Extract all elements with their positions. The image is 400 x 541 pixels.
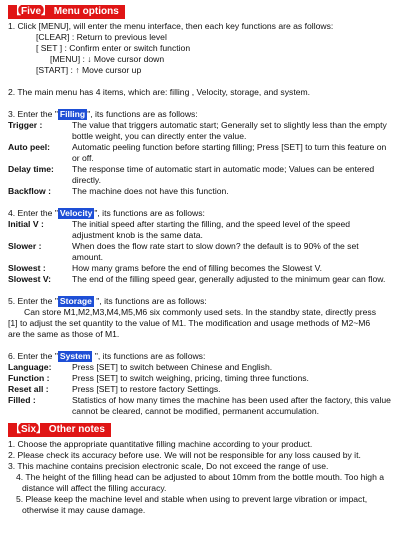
system-function: Function : Press [SET] to switch weighing, pricing, timing three functions.: [8, 373, 309, 383]
main-menu-items: 2. The main menu has 4 items, which are: filling , Velocity, storage, and system.: [8, 87, 311, 97]
storage-heading: 5. Enter the " Storage ", its functions are as follows:: [8, 296, 207, 306]
filling-heading: 3. Enter the " Filling ", its functions are as follows:: [8, 109, 198, 119]
storage-line-2: [1] to adjust the set quantity to the value of M1. The modification and usage methods of M2~M6: [8, 318, 371, 328]
storage-line-1: Can store M1,M2,M3,M4,M5,M6 six commonly used sets. In the standby state, directly press: [24, 307, 376, 317]
system-language: Language: Press [SET] to switch between Chinese and English.: [8, 362, 273, 372]
storage-line-3: are the same as those of M1.: [8, 329, 120, 339]
system-filled: Filled : Statistics of how many times the machine has been used after the factory, this value cannot be cleared, cannot be modified, permanent accumulation.: [8, 395, 391, 416]
velocity-initial: Initial V : The initial speed after starting the filling, and the speed level of the speed adjustment knob is the same data.: [8, 219, 351, 240]
filling-auto-peel: Auto peel: Automatic peeling function before starting filling; Press [SET] to turn this feature on or off.: [8, 142, 387, 163]
section-five-title: 【Five】 Menu options: [8, 5, 125, 19]
menu-intro: 1. Click [MENU], will enter the menu interface, then each key functions are as follows:: [8, 21, 334, 31]
system-heading: 6. Enter the " System ", its functions are as follows:: [8, 351, 206, 361]
velocity-heading: 4. Enter the " Velocity ", its functions are as follows:: [8, 208, 205, 218]
section-six-title: 【Six】 Other notes: [8, 423, 111, 437]
system-reset-all: Reset all : Press [SET] to restore factory Settings.: [8, 384, 221, 394]
key-menu: [MENU] : ↓ Move cursor down: [50, 54, 165, 64]
velocity-tag: Velocity: [59, 208, 93, 218]
filling-tag: Filling: [59, 109, 86, 119]
velocity-slower: Slower : When does the flow rate start to slow down? the default is to 90% of the set amount.: [8, 241, 359, 262]
filling-backflow: Backflow : The machine does not have this function.: [8, 186, 229, 196]
key-set: [ SET ] : Confirm enter or switch function: [36, 43, 191, 53]
filling-trigger: Trigger : The value that triggers automatic start; Generally set to slightly less than the empty bottle weight, you can directly enter the value.: [8, 120, 387, 141]
note-3: 3. This machine contains precision electronic scale, Do not exceed the range of use.: [8, 461, 329, 471]
key-clear: [CLEAR] : Return to previous level: [36, 32, 167, 42]
storage-tag: Storage: [59, 296, 92, 306]
note-2: 2. Please check its accuracy before use. We will not be responsible for any loss caused by it.: [8, 450, 361, 460]
note-5: 5. Please keep the machine level and stable when using to prevent large vibration or impact, otherwise it may cause damage.: [16, 494, 368, 515]
velocity-slowest: Slowest : How many grams before the end of filling becomes the Slowest V.: [8, 263, 322, 273]
key-start: [START] : ↑ Move cursor up: [36, 65, 142, 75]
velocity-slowest-v: Slowest V: The end of the filling speed gear, generally adjusted to the minimum gear can flow.: [8, 274, 386, 284]
filling-delay-time: Delay time: The response time of automatic start in automatic mode; Values can be entered directly.: [8, 164, 375, 185]
note-1: 1. Choose the appropriate quantitative filling machine according to your product.: [8, 439, 313, 449]
note-4: 4. The height of the filling head can be adjusted to about 10mm from the bottle mouth. Too high a distance will affect the filling accuracy.: [16, 472, 385, 493]
system-tag: System: [59, 351, 91, 361]
